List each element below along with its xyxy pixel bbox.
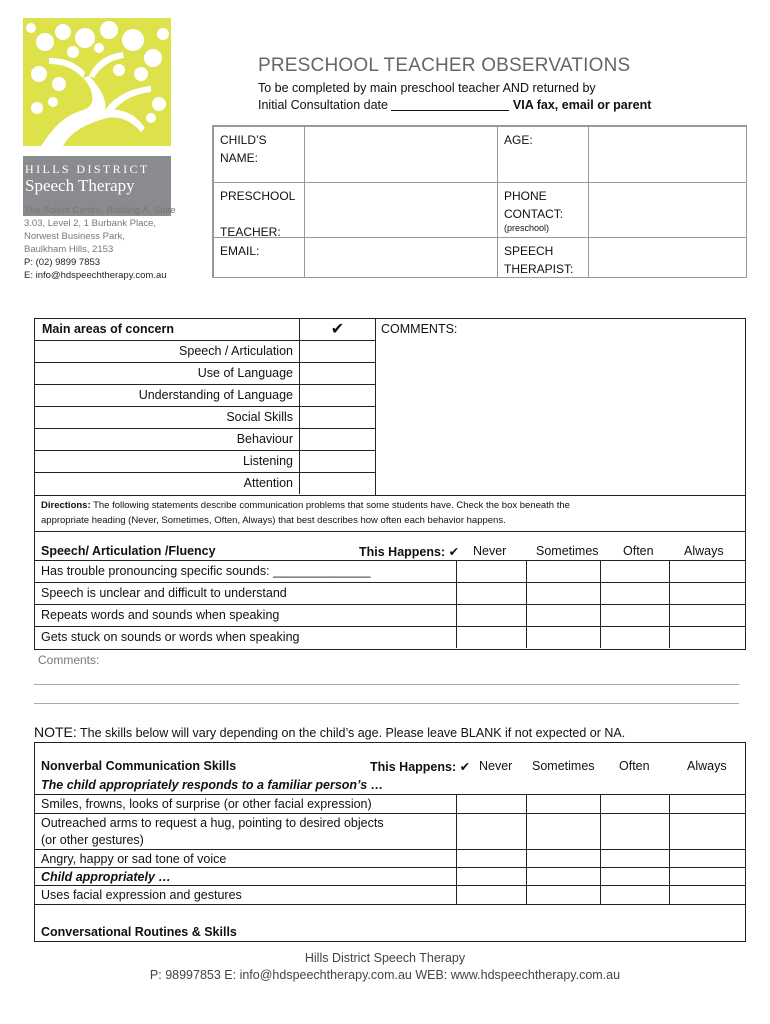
speech-therapist-label: SPEECH THERAPIST: [497, 237, 589, 278]
phone-contact-field[interactable] [588, 182, 747, 238]
speech-table [34, 532, 746, 650]
brand-line2: Speech Therapy [25, 176, 135, 195]
nonverbal-happens-label: This Happens: ✔ [370, 760, 471, 774]
concern-row[interactable]: Understanding of Language [35, 385, 375, 407]
comments-label: Comments: [38, 653, 100, 667]
address-phone: P: (02) 9899 7853 [24, 257, 101, 268]
comments-line[interactable] [34, 684, 739, 685]
conversational-heading: Conversational Routines & Skills [41, 925, 237, 939]
tick-header: ✔ [300, 319, 375, 341]
footer-contact: P: 98997853 E: info@hdspeechtherapy.com.au WEB: www.hdspeechtherapy.com.au [149, 968, 621, 982]
address-email: E: info@hdspeechtherapy.com.au [24, 270, 167, 281]
col-sometimes: Sometimes [532, 759, 595, 773]
speech-item: Repeats words and sounds when speaking [41, 608, 280, 622]
note-text: NOTE: The skills below will vary depending on the child’s age. Please leave BLANK if not expected or NA. [34, 724, 626, 740]
childs-name-label: CHILD’S NAME: [213, 126, 305, 183]
info-table [212, 125, 747, 278]
nonverbal-subhead: Child appropriately … [41, 870, 171, 884]
col-never: Never [473, 544, 507, 558]
preschool-teacher-field[interactable] [304, 182, 498, 238]
logo [23, 18, 171, 198]
speech-item: Has trouble pronouncing specific sounds: ______________ [41, 564, 371, 578]
col-never: Never [479, 759, 513, 773]
nonverbal-item-cont: (or other gestures) [41, 833, 144, 847]
concern-row[interactable]: Listening [35, 451, 375, 473]
nonverbal-table [34, 742, 746, 942]
preschool-teacher-label: PRESCHOOL TEACHER: [213, 182, 305, 238]
brand-line1: HILLS DISTRICT [25, 162, 150, 176]
speech-heading: Speech/ Articulation /Fluency [41, 544, 216, 558]
subtitle-line1: To be completed by main preschool teacher AND returned by [258, 81, 596, 95]
concern-row[interactable]: Social Skills [35, 407, 375, 429]
address-block [24, 204, 199, 282]
speech-happens-label: This Happens: ✔ [359, 545, 460, 559]
directions-text: Directions: The following statements describe communication problems that some students have. Check the box beneath the appropriate heading (Never, Sometimes, Often, Always) that best describes how often each behavior happens. [34, 496, 746, 532]
subtitle-prefix: Initial Consultation date [258, 98, 392, 112]
speech-item: Speech is unclear and difficult to understand [41, 586, 287, 600]
tree-logo-icon [23, 18, 171, 146]
phone-contact-label: PHONE CONTACT: (preschool) [497, 182, 589, 238]
nonverbal-item: Smiles, frowns, looks of surprise (or other facial expression) [41, 797, 372, 811]
nonverbal-item: Uses facial expression and gestures [41, 888, 242, 902]
speech-therapist-field[interactable] [588, 237, 747, 278]
footer-company: Hills District Speech Therapy [304, 951, 466, 965]
concern-row[interactable]: Behaviour [35, 429, 375, 451]
col-sometimes: Sometimes [536, 544, 599, 558]
nonverbal-subhead: The child appropriately responds to a familiar person’s … [41, 778, 384, 792]
concern-header: Main areas of concern [35, 319, 300, 341]
nonverbal-heading: Nonverbal Communication Skills [41, 759, 237, 773]
col-often: Often [623, 544, 654, 558]
concern-row[interactable]: Use of Language [35, 363, 375, 385]
age-field[interactable] [588, 126, 747, 183]
concern-row[interactable]: Speech / Articulation [35, 341, 375, 363]
consultation-date-field[interactable] [391, 99, 509, 111]
subtitle-line2 [258, 98, 651, 112]
age-label: AGE: [497, 126, 589, 183]
email-label: EMAIL: [213, 237, 305, 278]
childs-name-field[interactable] [304, 126, 498, 183]
comments-header: COMMENTS: [381, 322, 458, 336]
concern-table [34, 318, 746, 496]
address-line4: Baulkham Hills, 2153 [24, 244, 114, 255]
comments-line[interactable] [34, 703, 739, 704]
address-line1: The Solent Centre, Building A, Suite [24, 205, 176, 216]
page-title: PRESCHOOL TEACHER OBSERVATIONS [258, 55, 631, 76]
email-field[interactable] [304, 237, 498, 278]
col-always: Always [687, 759, 727, 773]
col-always: Always [684, 544, 724, 558]
col-often: Often [619, 759, 650, 773]
address-line2: 3.03, Level 2, 1 Burbank Place, [24, 218, 157, 229]
nonverbal-item: Angry, happy or sad tone of voice [41, 852, 227, 866]
speech-item: Gets stuck on sounds or words when speaking [41, 630, 300, 644]
concern-row[interactable]: Attention [35, 473, 375, 495]
subtitle-suffix: VIA fax, email or parent [509, 98, 652, 112]
nonverbal-item: Outreached arms to request a hug, pointing to desired objects [41, 816, 384, 830]
address-line3: Norwest Business Park, [24, 231, 125, 242]
